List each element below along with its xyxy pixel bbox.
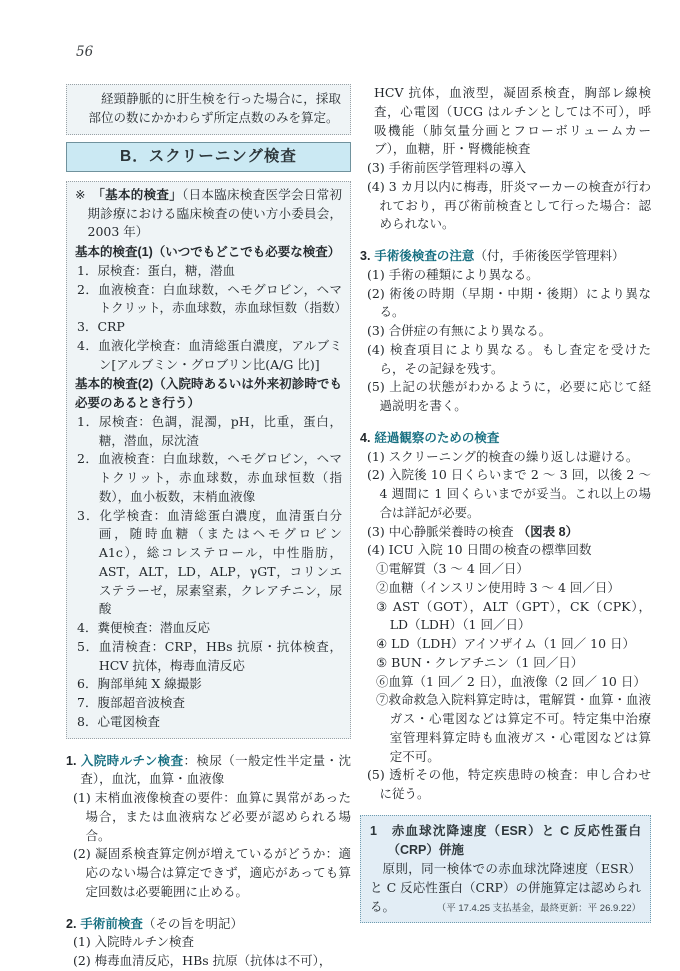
note-box-number: 1 <box>370 823 377 838</box>
list-item: (2) 梅毒血清反応，HBs 抗原（抗体は不可）， <box>73 953 332 968</box>
list-item: (3) 手術前医学管理料の導入 <box>367 160 527 175</box>
list-item: (4) 検査項目により異なる。もし査定を受けたら，その記録を残す。 <box>367 341 651 376</box>
list-item: (1) スクリーニング的検査の繰り返しは避ける。 <box>367 448 639 464</box>
section-heading-rest: ：検尿（一般定性半定量・沈査），血沈，血算・血液像 <box>80 752 351 787</box>
list-item: (5) 透析その他，特定疾患時の検査：申し合わせに従う。 <box>367 767 651 801</box>
list-item: (4) 3 カ月以内に梅毒，肝炎マーカーの検査が行われており，再び術前検査として行った場合：認められない。 <box>367 178 651 232</box>
note-box-body <box>370 860 641 916</box>
circled-list-item: ③ AST（GOT），ALT（GPT），CK（CPK），LD（LDH）（1 回／日） <box>376 598 651 633</box>
list-item: 2．血液検査：白血球数，ヘモグロビン，ヘマトクリット，赤血球数，赤血球恒数（指数），血小板数，末梢血液像 <box>77 451 342 504</box>
note-box-title <box>370 822 641 860</box>
note-box-body-text: 原則，同一検体での赤血球沈降速度（ESR）と C 反応性蛋白（CRP）の併施算定は認められる。 <box>370 861 641 914</box>
section-title: 手術前検査 <box>80 916 143 931</box>
section-heading <box>360 247 651 266</box>
list-item: 8．心電図検査 <box>77 713 160 729</box>
list-item: 6．胸部単純 X 線撮影 <box>77 676 202 692</box>
basic-tests-note <box>75 186 342 242</box>
note-rest-text: （日本臨床検査医学会日常初期診療における臨床検査の使い方小委員会，2003 年） <box>87 186 342 240</box>
section-title: 手術後検査の注意 <box>374 249 475 263</box>
esr-crp-note-box <box>360 815 651 923</box>
section-heading <box>66 915 351 934</box>
note-marker: ※ <box>75 186 86 202</box>
note-box-title-text: 赤血球沈降速度（ESR）と C 反応性蛋白（CRP）併施 <box>387 823 641 857</box>
list-item: (2) 入院後 10 日くらいまで 2 ～ 3 回，以後 2 ～ 4 週間に 1 回くらいまでが妥当。これ以上の場合は詳記が必要。 <box>367 467 651 520</box>
circled-list-item: ⑤ BUN・クレアチニン（1 回／日） <box>376 654 584 670</box>
basic-tests-1-subheading: 基本的検査(1)（いつでもどこでも必要な検査） <box>75 245 341 259</box>
list-item: (4) ICU 入院 10 日間の検査の標準回数 <box>367 542 592 558</box>
circled-list-item: ①電解質（3 ～ 4 回／日） <box>376 561 529 576</box>
section-3-postoperative-test-notes <box>360 247 651 416</box>
circled-list-item: ④ LD（LDH）アイソザイム（1 回／ 10 日） <box>376 636 636 651</box>
section-1-routine-admission-tests <box>66 752 351 902</box>
section-heading <box>360 429 651 448</box>
circled-list-item: ⑥血算（1 回／ 2 日），血液像（2 回／ 10 日） <box>376 673 646 689</box>
section-title: 経過観察のための検査 <box>374 430 500 445</box>
list-item: (2) 凝固系検査算定例が増えているがどうか：適応のない場合は算定できず，適応があっても算定回数は必要範囲に止める。 <box>73 846 351 899</box>
list-item: (1) 末梢血液像検査の要件：血算に異常があった場合，または血液病など必要が認められる場合。 <box>73 790 351 843</box>
list-item: (2) 術後の時期（早期・中期・後期）により異なる。 <box>367 285 651 320</box>
page-number: 56 <box>76 44 94 60</box>
basic-tests-2-subheading: 基本的検査(2)（入院時あるいは外来初診時でも必要のあるとき行う） <box>75 377 342 410</box>
carryover-paragraph: HCV 抗体，血液型，凝固系検査，胸部レ線検査，心電図（UCG はルチンとしては不可），呼吸機能（肺気量分画とフローボリュームカーブ），血糖，肝・腎機能検査 <box>374 85 651 157</box>
carryover-text: 経頸静脈的に肝生検を行った場合に，採取部位の数にかかわらず所定点数のみを算定。 <box>88 91 341 125</box>
list-item: 7．腹部超音波検査 <box>77 695 185 710</box>
list-item: (1) 入院時ルチン検査 <box>73 934 195 950</box>
list-item: (1) 手術の種類により異なる。 <box>367 266 539 282</box>
list-item-text: (3) 中心静脈栄養時の検査 <box>367 523 518 539</box>
section-number: 3. <box>360 249 371 263</box>
list-item: 4．糞便検査：潜血反応 <box>77 620 210 635</box>
list-item: (5) 上記の状態がわかるように，必要に応じて経過説明を書く。 <box>367 379 651 413</box>
section-number: 1. <box>66 753 77 768</box>
list-item: 5．血清検査：CRP，HBs 抗原・抗体検査，HCV 抗体，梅毒血清反応 <box>77 638 342 673</box>
section-heading-rest: （付，手術後医学管理料） <box>474 248 625 263</box>
section-heading <box>66 752 351 790</box>
list-item: 1．尿検査：色調，混濁，pH，比重，蛋白，糖，潜血，尿沈渣 <box>77 413 342 448</box>
section-2-preoperative-tests <box>66 915 351 971</box>
section-b-header: B．スクリーニング検査 <box>66 142 351 172</box>
citation: （平 17.4.25 支払基金，最終更新：平 26.9.22） <box>436 902 641 914</box>
circled-list-item: ⑦救命救急入院料算定時は，電解質・血算・血液ガス・心電図などは算定不可。特定集中治療室管理料算定時も血液ガス・心電図などは算定不可。 <box>376 692 652 764</box>
section-number: 4. <box>360 430 371 445</box>
left-column <box>66 84 351 971</box>
section-4-follow-up-tests <box>360 429 651 804</box>
section-heading-rest: （その旨を明記） <box>142 915 243 931</box>
list-item: (3) 合併症の有無により異なる。 <box>367 323 552 338</box>
list-item: 3．化学検査：血清総蛋白濃度，血清蛋白分画，随時血糖（またはヘモグロビン A1c），総コレステロール，中性脂肪，AST，ALT，LD，ALP，γGT，コリンエステラーゼ，尿素窒素，クレアチニン，尿酸 <box>77 507 342 617</box>
right-column <box>360 84 651 923</box>
basic-tests-box <box>66 181 351 739</box>
list-item: 4．血液化学検査：血清総蛋白濃度，アルブミン[アルブミン・グロブリン比(A/G 比)] <box>77 337 342 372</box>
list-item: 2．血液検査：白血球数，ヘモグロビン，ヘマトクリット，赤血球数，赤血球恒数（指数） <box>77 281 348 316</box>
figure-reference: （図表 8） <box>517 524 579 539</box>
carryover-note-box <box>66 84 351 135</box>
list-item <box>367 523 651 542</box>
section-title: 入院時ルチン検査 <box>80 753 184 768</box>
circled-list-item: ②血糖（インスリン使用時 3 ～ 4 回／日） <box>376 579 620 595</box>
list-item: 3．CRP <box>77 319 125 334</box>
section-number: 2. <box>66 916 77 931</box>
list-item: 1．尿検査：蛋白，糖，潜血 <box>77 262 235 278</box>
note-bold-text: 「基本的検査」 <box>98 187 183 202</box>
